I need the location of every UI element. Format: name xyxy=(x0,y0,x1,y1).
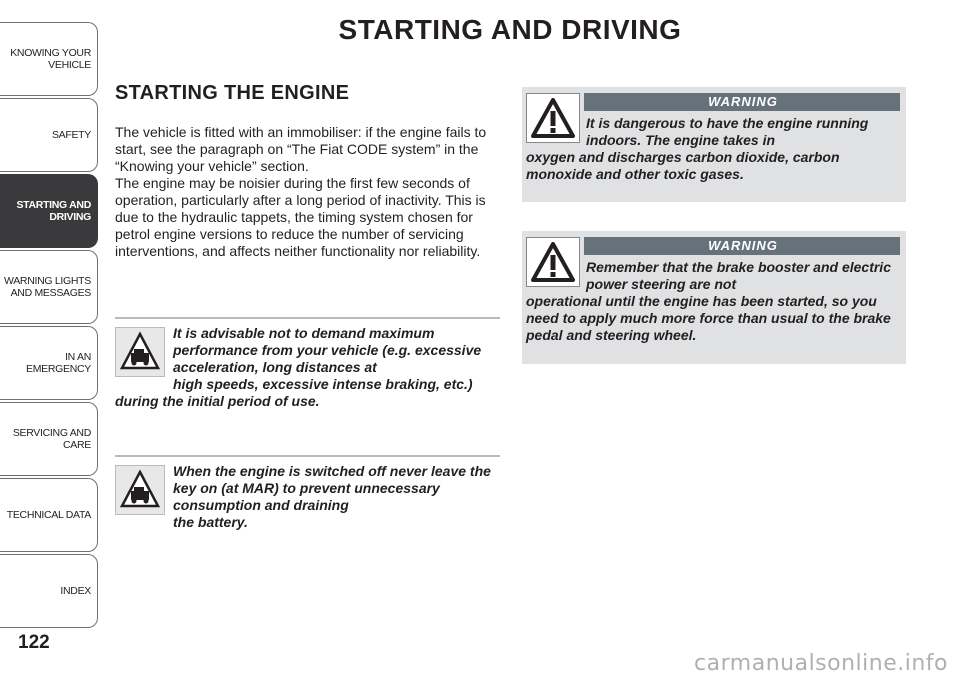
tab-label: TECHNICAL DATA xyxy=(6,508,91,521)
paragraph-immobiliser: The vehicle is fitted with an immobiliser: if the engine fails to start, see the paragraph on “The Fiat CODE system” in the “Knowing your vehicle” section. xyxy=(115,124,487,174)
note-text-lead: It is advisable not to demand maximum performance from your vehicle (e.g. excessive acceleration, long distances at xyxy=(173,325,482,375)
advisory-note xyxy=(115,455,500,531)
vehicle-advisory-icon xyxy=(115,327,165,377)
tab-label: KNOWING YOUR VEHICLE xyxy=(10,46,91,71)
paragraph-engine-noise: The engine may be noisier during the first few seconds of operation, particularly after a long period of inactivity. This is due to the hydraulic tappets, the timing system chosen for petrol engine versions to reduce the number of servicing interventions, and affects neither functionality nor reliability. xyxy=(115,175,486,259)
tab-label: WARNING LIGHTS AND MESSAGES xyxy=(4,274,91,299)
tab-label: IN AN EMERGENCY xyxy=(26,350,91,375)
warning-heading: WARNING xyxy=(584,93,900,111)
tab-technical-data[interactable] xyxy=(0,478,98,552)
tab-starting-and-driving[interactable] xyxy=(0,174,98,248)
warning-heading: WARNING xyxy=(584,237,900,255)
page-number: 122 xyxy=(18,632,50,653)
vehicle-advisory-icon xyxy=(115,465,165,515)
tab-label: SERVICING AND CARE xyxy=(12,426,91,451)
tab-label: SAFETY xyxy=(51,128,91,141)
tab-index[interactable] xyxy=(0,554,98,628)
warning-text-lead: It is dangerous to have the engine running indoors. The engine takes in xyxy=(586,115,869,148)
tab-label: STARTING AND DRIVING xyxy=(16,198,91,223)
tab-label: INDEX xyxy=(60,584,91,597)
warning-text-rest: oxygen and discharges carbon dioxide, carbon monoxide and other toxic gases. xyxy=(526,149,840,182)
note-text-rest: the battery. xyxy=(173,514,248,530)
warning-triangle-icon xyxy=(526,237,580,287)
warning-triangle-icon xyxy=(526,93,580,143)
watermark: carmanualsonline.info xyxy=(694,651,948,676)
warning-box xyxy=(522,231,906,364)
tab-warning-lights[interactable] xyxy=(0,250,98,324)
note-text-lead: When the engine is switched off never leave the key on (at MAR) to prevent unnecessary consumption and draining xyxy=(173,463,491,513)
warning-box xyxy=(522,87,906,202)
note-text-rest: high speeds, excessive intense braking, etc.) during the initial period of use. xyxy=(115,376,473,409)
subsection-title: STARTING THE ENGINE xyxy=(115,82,350,104)
warning-text-rest: operational until the engine has been started, so you need to apply much more force than usual to the brake pedal and steering wheel. xyxy=(526,293,891,343)
tab-safety[interactable] xyxy=(0,98,98,172)
tab-servicing-and-care[interactable] xyxy=(0,402,98,476)
section-title: STARTING AND DRIVING xyxy=(338,14,682,45)
warning-text-lead: Remember that the brake booster and electric power steering are not xyxy=(586,259,891,292)
advisory-note xyxy=(115,317,500,410)
tab-in-an-emergency[interactable] xyxy=(0,326,98,400)
